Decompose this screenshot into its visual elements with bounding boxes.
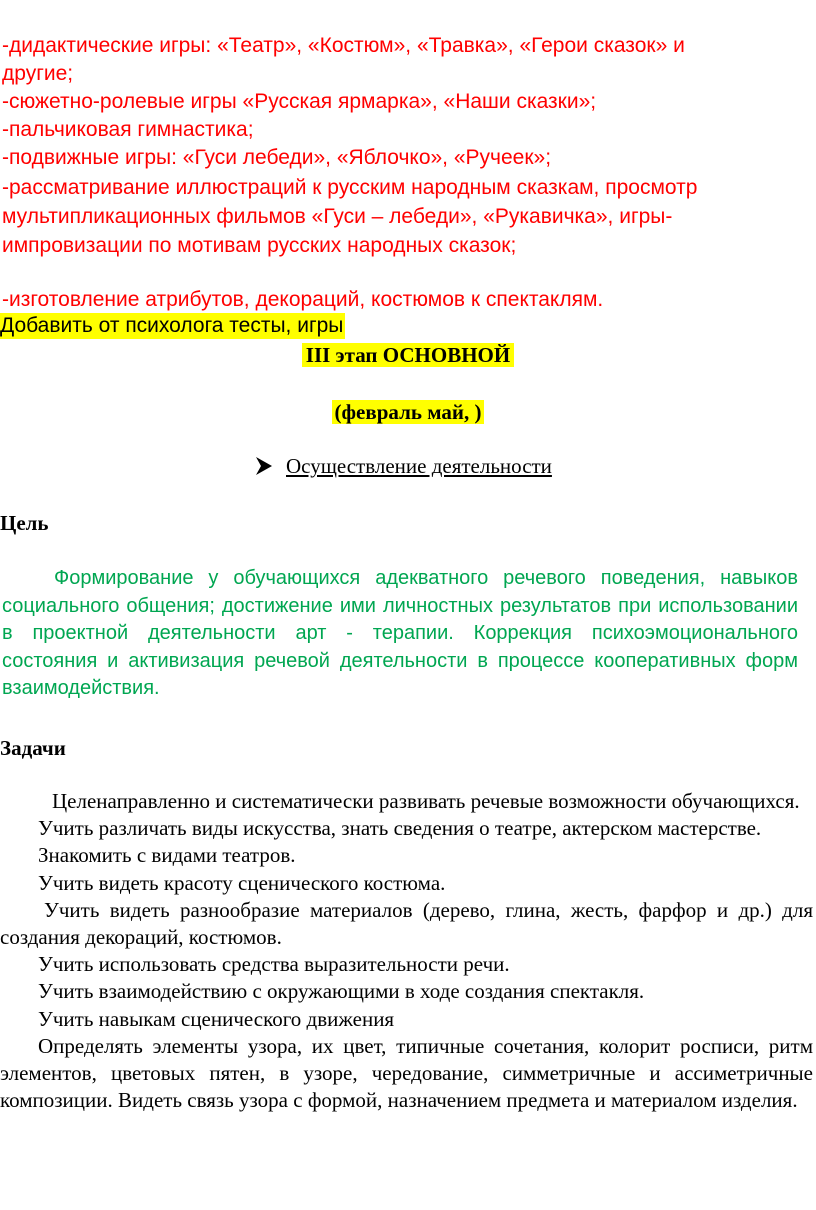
- prep-line-didactic: -дидактические игры: «Театр», «Костюм», «Травка», «Герои сказок» и: [2, 34, 685, 57]
- tasks-list: [0, 788, 813, 1114]
- task-item: Учить навыкам сценического движения: [38, 1006, 395, 1031]
- goal-text: Формирование у обучающихся адекватного речевого поведения, навыков социального общения; достижение ими личностных результатов при использовании в проектной деятельности арт - терапии. Коррекция психоэмоционального состояния и активизация речевой деятельности в процессе кооперативных форм взаимодействия.: [2, 567, 798, 700]
- prep-line-role-games: -сюжетно-ролевые игры «Русская ярмарка», «Наши сказки»;: [2, 90, 597, 113]
- task-item: Учить видеть разнообразие материалов (дерево, глина, жесть, фарфор и др.) для создания декораций, костюмов.: [0, 897, 813, 950]
- goal-heading: Цель: [0, 511, 49, 535]
- prep-line-active-games: -подвижные игры: «Гуси лебеди», «Яблочко», «Ручеек»;: [2, 146, 552, 169]
- task-item: Учить видеть красоту сценического костюма.: [38, 870, 446, 895]
- stage-period-text: (февраль май, ): [332, 400, 485, 424]
- stage-period: [0, 399, 816, 425]
- prep-line-illustrations-2: мультипликационных фильмов «Гуси – лебеди», «Рукавичка», игры-: [2, 205, 673, 228]
- arrow-bullet-icon: [254, 455, 274, 477]
- stage-title-text: III этап ОСНОВНОЙ: [302, 343, 514, 367]
- task-item: Учить использовать средства выразительности речи.: [38, 952, 510, 977]
- prep-line-attributes: -изготовление атрибутов, декораций, костюмов к спектаклям.: [2, 288, 604, 311]
- psychologist-note: Добавить от психолога тесты, игры: [0, 314, 344, 337]
- prep-line-finger-gym: -пальчиковая гимнастика;: [2, 118, 254, 141]
- prep-line-illustrations-3: импровизации по мотивам русских народных сказок;: [2, 234, 517, 257]
- tasks-heading: Задачи: [0, 736, 66, 760]
- task-item: Определять элементы узора, их цвет, типичные сочетания, колорит росписи, ритм элементов, цветовых пятен, в узоре, чередование, симметричные и ассиметричные композиции. Видеть связь узора с формой, назначением предмета и материалом изделия.: [0, 1033, 813, 1113]
- task-item: Целенаправленно и систематически развивать речевые возможности обучающихся.: [52, 789, 800, 813]
- prep-line-didactic-cont: другие;: [2, 62, 74, 85]
- activity-label: Осуществление деятельности: [286, 454, 552, 478]
- stage-title: [0, 342, 816, 368]
- prep-line-illustrations: -рассматривание иллюстраций к русским народным сказкам, просмотр: [2, 176, 698, 199]
- task-item: Учить взаимодействию с окружающими в ходе создания спектакля.: [38, 979, 645, 1004]
- activity-item: [254, 453, 552, 479]
- task-item: Учить различать виды искусства, знать сведения о театре, актерском мастерстве.: [38, 816, 762, 841]
- task-item: Знакомить с видами театров.: [38, 843, 296, 868]
